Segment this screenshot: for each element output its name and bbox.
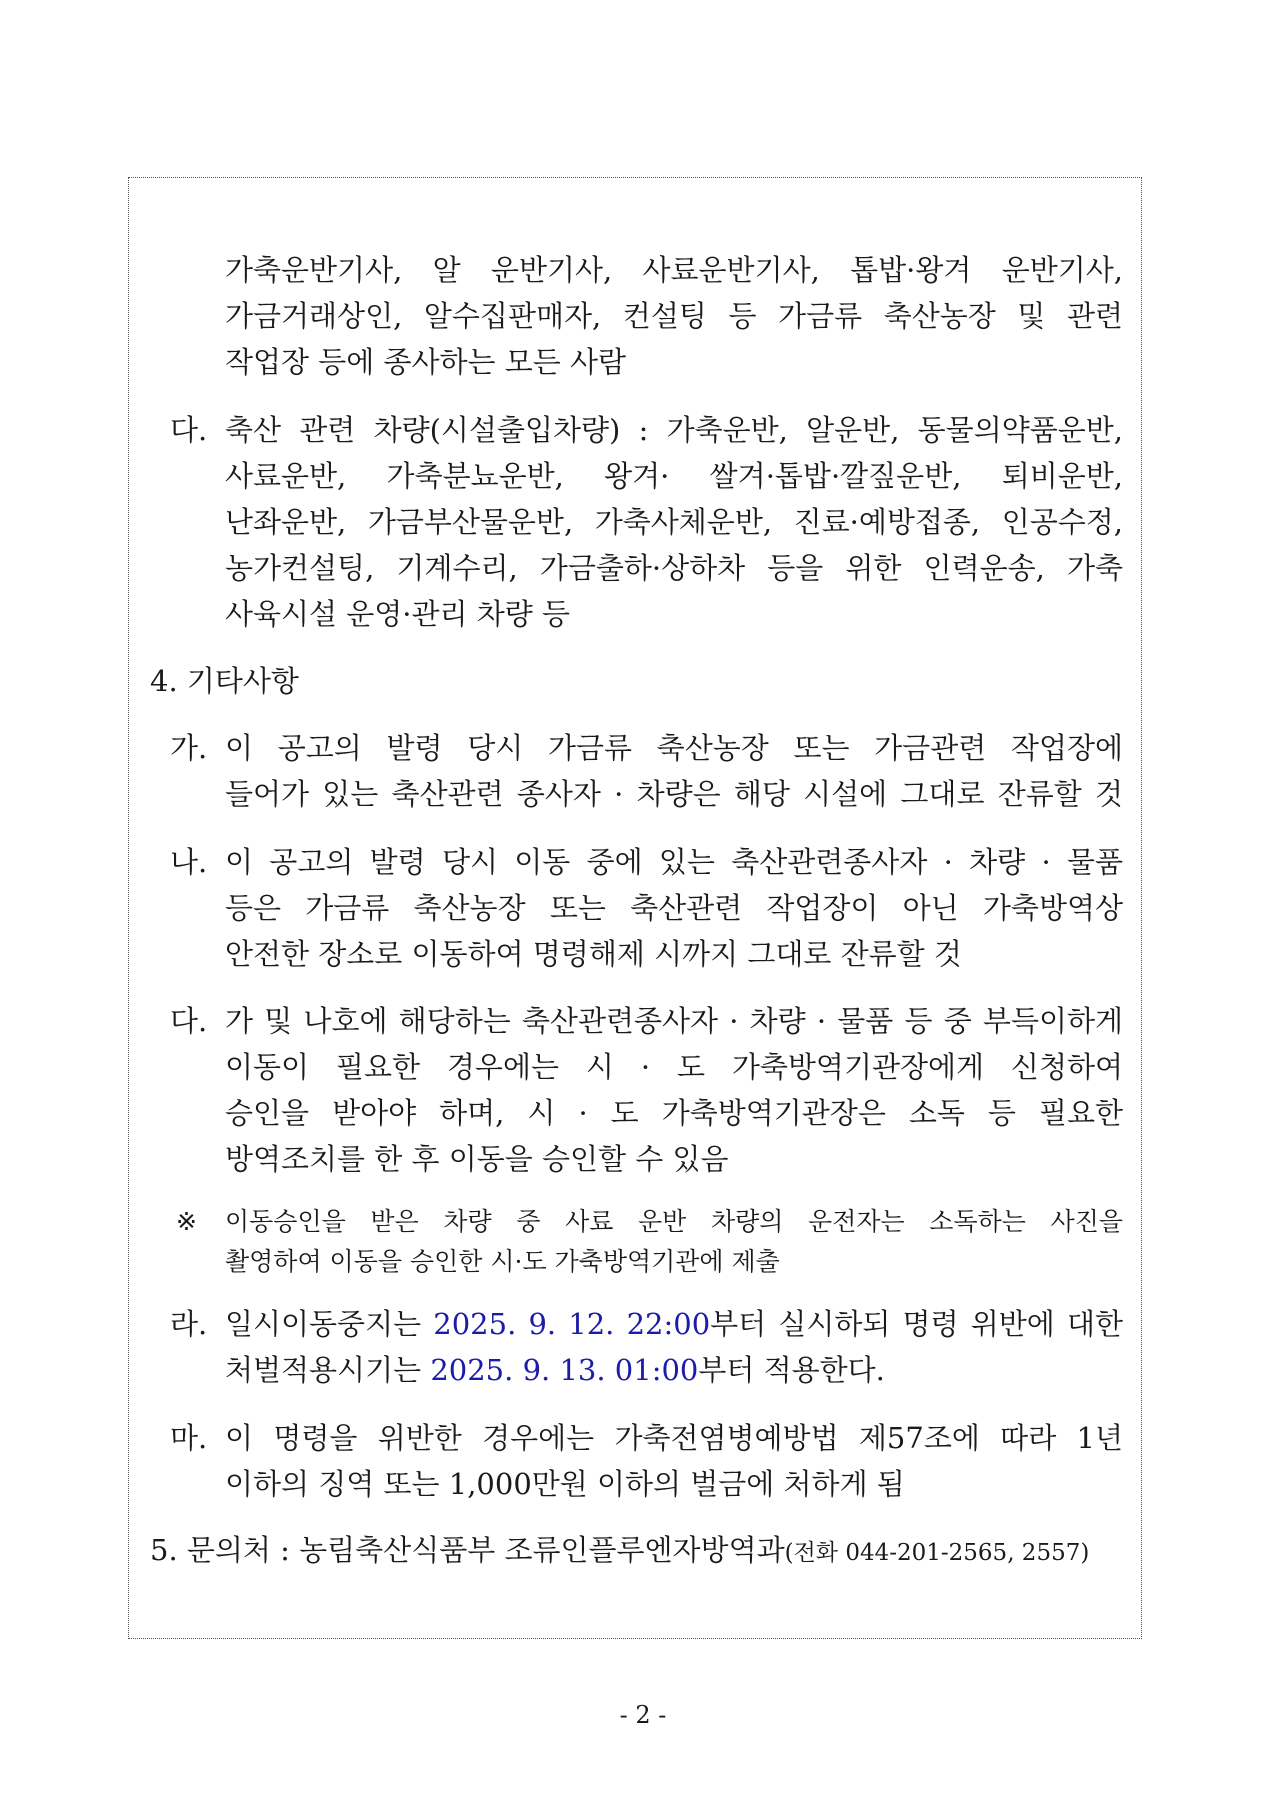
ra-line1-pre: 일시이동중지는 <box>225 1307 434 1341</box>
item-da-line-5: 사육시설 운영·관리 차량 등 <box>225 597 571 631</box>
item-4-ga-line-1: 이 공고의 발령 당시 가금류 축산농장 또는 가금관련 작업장에 <box>225 731 1123 765</box>
sec3-line-1: 가축운반기사, 알 운반기사, 사료운반기사, 톱밥·왕겨 운반기사, <box>225 253 1123 287</box>
item-da-marker: 다. <box>170 413 208 447</box>
item-4-da-line-1: 가 및 나호에 해당하는 축산관련종사자 · 차량 · 물품 등 중 부득이하게 <box>225 1004 1123 1038</box>
item-4-na-line-3: 안전한 장소로 이동하여 명령해제 시까지 그대로 잔류할 것 <box>225 937 962 971</box>
sec3-line-3: 작업장 등에 종사하는 모든 사람 <box>225 345 627 379</box>
ra-line2-pre: 처벌적용시기는 <box>225 1353 431 1387</box>
item-4-ga-line-2: 들어가 있는 축산관련 종사자 · 차량은 해당 시설에 그대로 잔류할 것 <box>225 777 1123 811</box>
item-da-line-3: 난좌운반, 가금부산물운반, 가축사체운반, 진료·예방접종, 인공수정, <box>225 505 1123 539</box>
section-5-text: 5. 문의처 : 농림축산식품부 조류인플루엔자방역과 <box>150 1533 785 1567</box>
item-4-na-marker: 나. <box>170 845 208 879</box>
item-4-ra-line-1 <box>225 1306 1123 1342</box>
item-4-ga-marker: 가. <box>170 731 208 765</box>
item-4-da-line-2: 이동이 필요한 경우에는 시 · 도 가축방역기관장에게 신청하여 <box>225 1050 1123 1084</box>
item-da-line-4: 농가컨설팅, 기계수리, 가금출하·상하차 등을 위한 인력운송, 가축 <box>225 551 1123 585</box>
item-4-da-line-3: 승인을 받아야 하며, 시 · 도 가축방역기관장은 소독 등 필요한 <box>225 1096 1123 1130</box>
item-da-line-1: 축산 관련 차량(시설출입차량) : 가축운반, 알운반, 동물의약품운반, <box>225 413 1123 447</box>
item-4-ra-line-2 <box>225 1352 885 1388</box>
item-4-ra-marker: 라. <box>170 1307 208 1341</box>
ra-penalty-time: 2025. 9. 13. 01:00 <box>430 1353 699 1387</box>
ra-start-time: 2025. 9. 12. 22:00 <box>433 1307 711 1341</box>
item-4-ma-line-2: 이하의 징역 또는 1,000만원 이하의 벌금에 처하게 됨 <box>225 1467 905 1501</box>
section-5-contact <box>150 1532 1089 1571</box>
item-4-na-line-1: 이 공고의 발령 당시 이동 중에 있는 축산관련종사자 · 차량 · 물품 <box>225 845 1123 879</box>
item-4-ma-marker: 마. <box>170 1421 208 1455</box>
item-4-da-marker: 다. <box>170 1004 208 1038</box>
item-4-da-line-4: 방역조치를 한 후 이동을 승인할 수 있음 <box>225 1142 729 1176</box>
note-marker: ※ <box>176 1207 197 1236</box>
section-5-phone: (전화 044-201-2565, 2557) <box>784 1540 1090 1566</box>
item-4-ma-line-1: 이 명령을 위반한 경우에는 가축전염병예방법 제57조에 따라 1년 <box>225 1421 1123 1455</box>
note-line-2: 촬영하여 이동을 승인한 시·도 가축방역기관에 제출 <box>225 1247 780 1276</box>
item-4-na-line-2: 등은 가금류 축산농장 또는 축산관련 작업장이 아닌 가축방역상 <box>225 891 1123 925</box>
section-4-heading: 4. 기타사항 <box>150 664 299 698</box>
page-number: - 2 - <box>619 1701 667 1729</box>
ra-line2-post: 부터 적용한다. <box>698 1353 885 1387</box>
ra-line1-post: 부터 실시하되 명령 위반에 대한 <box>710 1307 1123 1341</box>
sec3-line-2: 가금거래상인, 알수집판매자, 컨설팅 등 가금류 축산농장 및 관련 <box>225 299 1123 333</box>
item-da-line-2: 사료운반, 가축분뇨운반, 왕겨· 쌀겨·톱밥·깔짚운반, 퇴비운반, <box>225 459 1123 493</box>
note-line-1: 이동승인을 받은 차량 중 사료 운반 차량의 운전자는 소독하는 사진을 <box>225 1207 1123 1236</box>
